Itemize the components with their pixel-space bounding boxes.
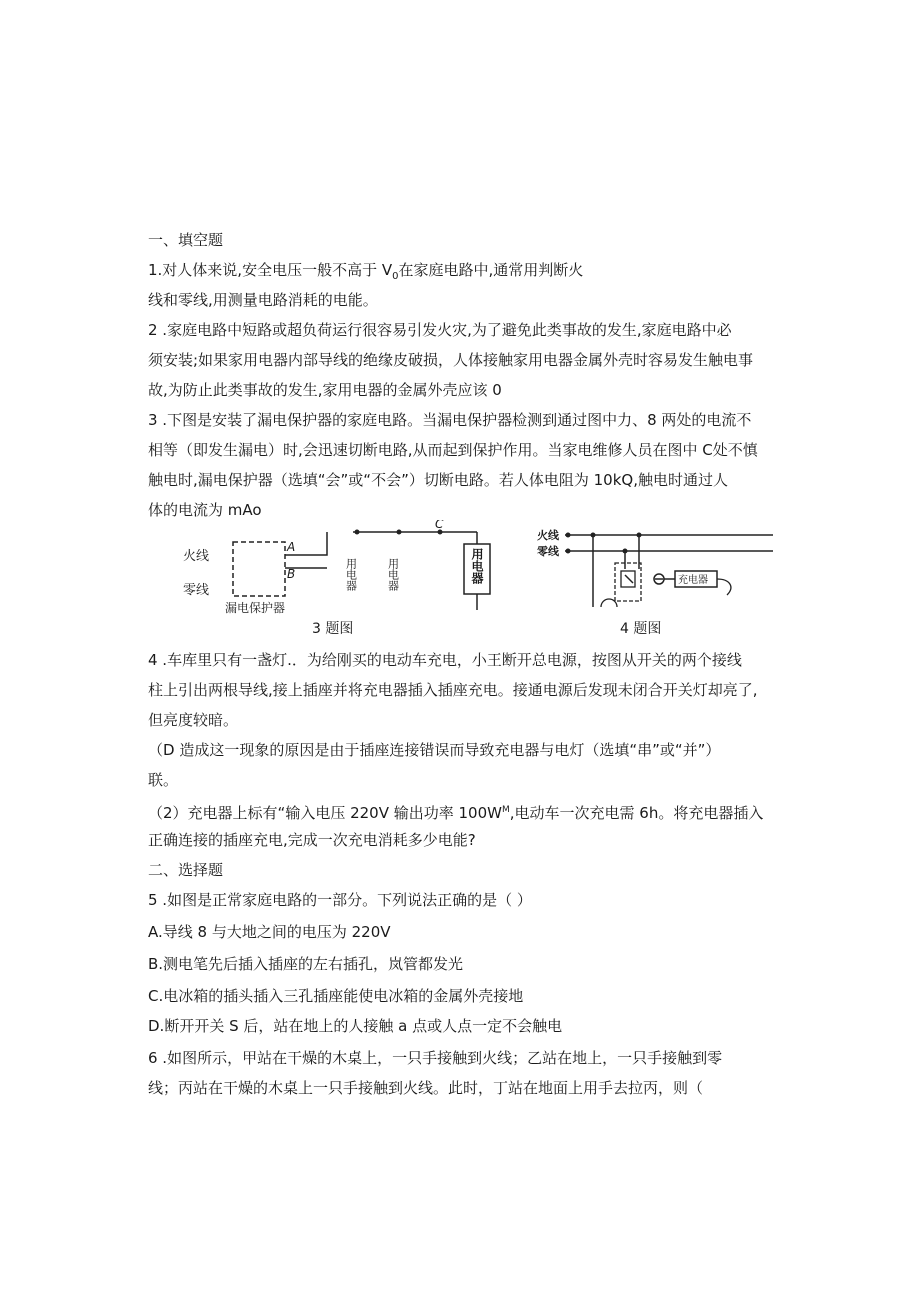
figure-3-circuit	[175, 520, 495, 615]
figure-4-caption: 4 题图	[620, 621, 662, 637]
fig3-node-2	[397, 530, 402, 535]
question-4-line-3: 但亮度较暗。	[148, 711, 239, 729]
question-5-option-b: B.测电笔先后插入插座的左右插孔，岚管都发光	[148, 955, 464, 973]
figure-4-circuit	[535, 525, 775, 607]
fig3-label-c: C	[435, 520, 444, 531]
question-4-line-4: （D 造成这一现象的原因是由于插座连接错误而导致充电器与电灯（选填“串”或“并”）	[148, 741, 721, 759]
question-4-line-2: 柱上引出两根导线,接上插座并将充电器插入插座充电。接通电源后发现未闭合开关灯却亮了,	[148, 681, 758, 699]
question-4-line-5: 联。	[148, 771, 179, 789]
fig4-neutral-terminal	[566, 549, 571, 554]
fig3-fire-wire-label: 火线	[183, 549, 210, 564]
q1-subscript: 0	[392, 271, 399, 282]
question-4-line-7: 正确连接的插座充电,完成一次充电消耗多少电能?	[148, 831, 476, 849]
question-6-line-1: 6 .如图所示，甲站在干燥的木桌上，一只手接触到火线；乙站在地上，一只手接触到零	[148, 1049, 723, 1067]
question-1-line-2: 线和零线,用测量电路消耗的电能。	[148, 291, 378, 309]
question-1-line-1	[148, 260, 583, 287]
question-4-line-6: （2）充电器上标有“输入电压 220V 输出功率 $100W^M$,电动车一次充电需 6h。将充电器插入	[148, 804, 764, 822]
fig4-fire-terminal	[566, 533, 571, 538]
fig3-label-a: A	[287, 540, 296, 554]
question-5-option-c: C.电冰箱的插头插入三孔插座能使电冰箱的金属外壳接地	[148, 987, 524, 1005]
fig3-appliance-3: 用电器	[470, 548, 484, 584]
q1-text-a: 1.对人体来说,安全电压一般不高于 V	[148, 261, 393, 279]
question-5-option-d: D.断开开关 S 后，站在地上的人接触 a 点或人点一定不会触电	[148, 1017, 563, 1035]
q4-line6-b: ,电动车一次充电需 6h。将充电器插入	[509, 804, 764, 822]
question-3-line-4: 体的电流为 mAo	[148, 501, 262, 519]
fig4-node-3	[637, 533, 642, 538]
fig4-socket-box	[615, 563, 641, 601]
fig4-fire-wire-label: 火线	[537, 529, 559, 542]
fig4-node-2	[623, 549, 628, 554]
question-3-line-1: 3 .下图是安装了漏电保护器的家庭电路。当漏电保护器检测到通过图中力、8 两处的电流不	[148, 411, 752, 429]
question-5-option-a: A.导线 8 与大地之间的电压为 220V	[148, 923, 391, 941]
fig4-node-1	[591, 533, 596, 538]
question-5-stem: 5 .如图是正常家庭电路的一部分。下列说法正确的是（ ）	[148, 891, 532, 909]
fig4-switch	[625, 575, 633, 583]
fig3-label-b: B	[287, 567, 296, 581]
question-2-line-2: 须安装;如果家用电器内部导线的绝缘皮破损，人体接触家用电器金属外壳时容易发生触电事	[148, 351, 754, 369]
q1-text-b: 在家庭电路中,通常用判断火	[398, 261, 584, 279]
fig4-charger-cord	[717, 579, 731, 595]
fig3-neutral-wire-label: 零线	[183, 583, 210, 598]
question-3-line-3: 触电时,漏电保护器（选填“会”或“不会”）切断电路。若人体电阻为 10kQ,触电时通过人	[148, 471, 728, 489]
question-6-line-2: 线；丙站在干燥的木桌上一只手接触到火线。此时，丁站在地面上用手去拉丙，则（	[148, 1079, 704, 1097]
fig4-neutral-wire-label: 零线	[537, 545, 559, 558]
question-3-line-2: 相等（即发生漏电）时,会迅速切断电路,从而起到保护作用。当家电维修人员在图中 C处不慎	[148, 441, 758, 459]
section-title-choice: 二、选择题	[148, 861, 224, 879]
section-title-fill-in: 一、填空题	[148, 231, 224, 249]
question-2-line-3: 故,为防止此类事故的发生,家用电器的金属外壳应该 0	[148, 381, 502, 399]
question-2-line-1: 2 .家庭电路中短路或超负荷运行很容易引发火灾,为了避免此类事故的发生,家庭电路中必	[148, 321, 732, 339]
fig3-appliance-2: 用电器	[386, 558, 400, 591]
question-4-line-1: 4 .车库里只有一盏灯.．为给刚买的电动车充电，小王断开总电源，按图从开关的两个接线	[148, 651, 742, 669]
fig3-protector-label: 漏电保护器	[225, 601, 286, 615]
figure-3-caption: 3 题图	[312, 621, 354, 637]
q4-line6-a: （2）充电器上标有“输入电压 220V 输出功率 100W	[148, 804, 502, 822]
fig4-charger-label: 充电器	[678, 575, 708, 586]
fig3-appliance-1: 用电器	[344, 558, 358, 591]
fig3-node-1	[355, 530, 360, 535]
fig3-protector-box	[233, 542, 285, 596]
